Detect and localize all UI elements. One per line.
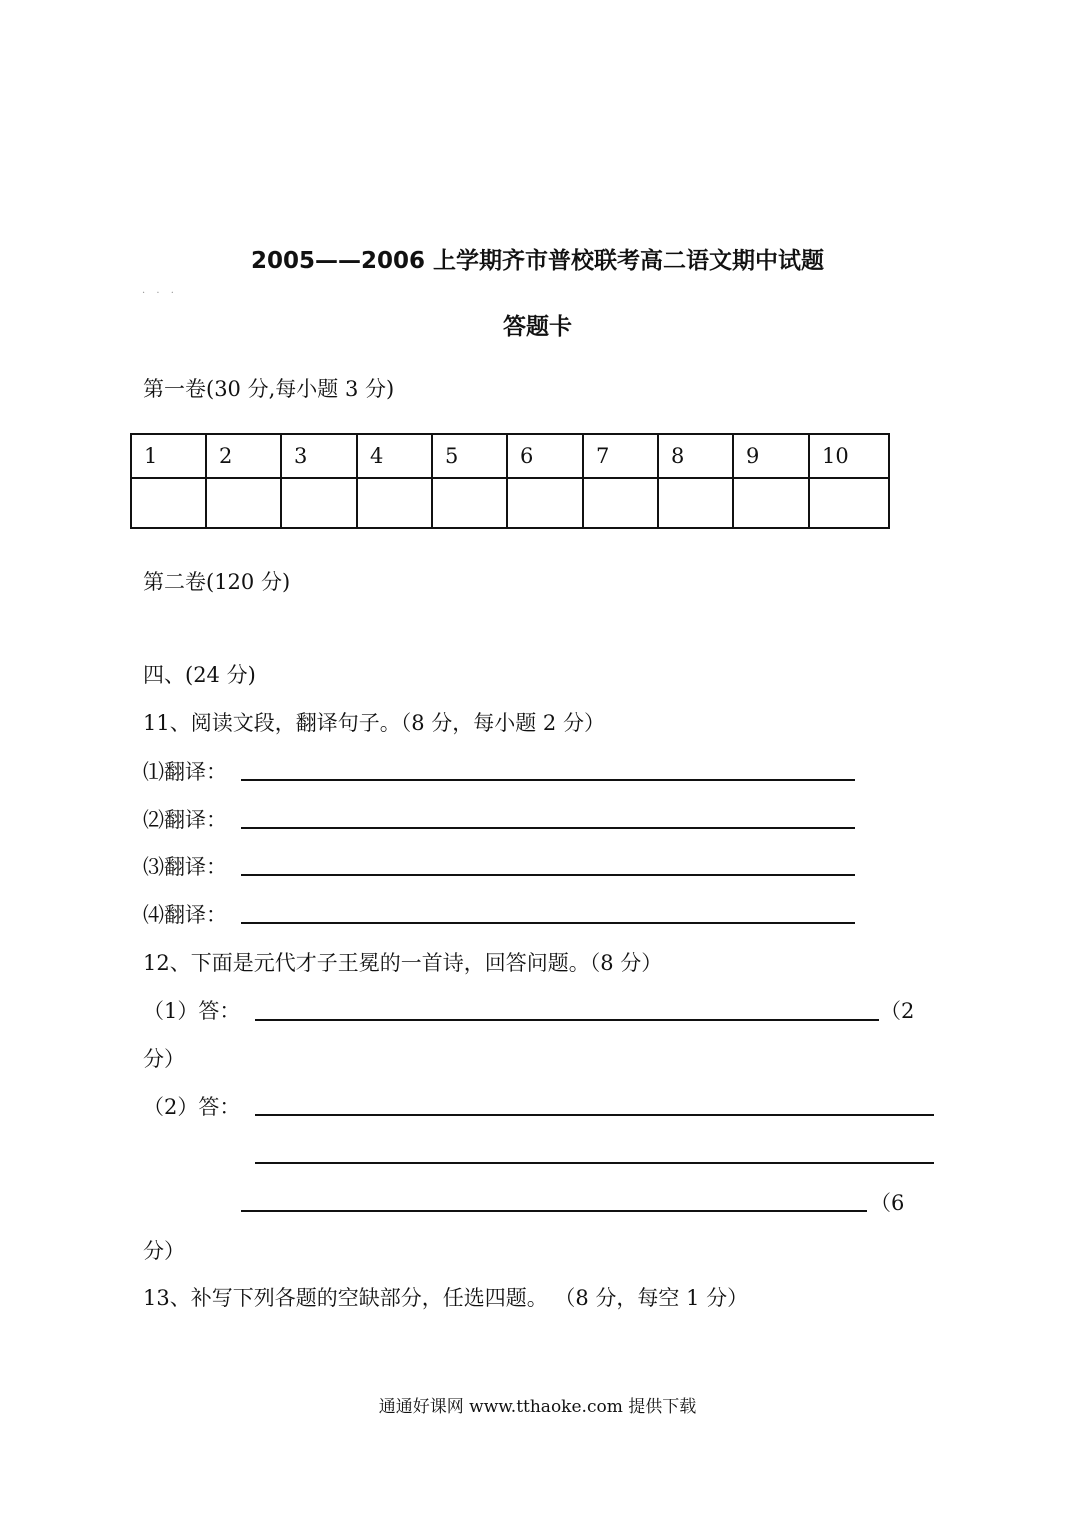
q11-item-1-answer-line[interactable] — [241, 779, 855, 781]
q12-answer-1-score: （2 — [880, 999, 915, 1023]
q11-item-2-answer-line[interactable] — [241, 827, 855, 829]
answer-cell[interactable] — [357, 478, 432, 528]
answer-cell[interactable] — [733, 478, 809, 528]
q12-answer-2-line-3[interactable] — [241, 1210, 867, 1212]
q12-answer-2-score: （6 — [870, 1191, 905, 1215]
q11-item-3-label: ⑶翻译： — [143, 855, 227, 879]
q11-item-4-label: ⑷翻译： — [143, 903, 227, 927]
question-number-cell: 4 — [357, 434, 432, 478]
q12-answer-1-line[interactable] — [255, 1019, 879, 1021]
q12-answer-2-score-cont: 分） — [143, 1239, 185, 1263]
answer-card-title: 答题卡 — [503, 314, 572, 340]
q12-answer-2-line-2[interactable] — [255, 1162, 934, 1164]
footer-text: 通通好课网 www.tthaoke.com 提供下载 — [378, 1397, 697, 1417]
answer-cell[interactable] — [658, 478, 733, 528]
q12-answer-2-line-1[interactable] — [255, 1114, 934, 1116]
part1-heading: 第一卷(30 分,每小题 3 分) — [143, 377, 395, 401]
section4-heading: 四、(24 分) — [143, 663, 256, 687]
answer-cell[interactable] — [206, 478, 281, 528]
q11-item-2-label: ⑵翻译： — [143, 808, 227, 832]
q11-item-1-label: ⑴翻译： — [143, 760, 227, 784]
q13-prompt: 13、补写下列各题的空缺部分，任选四题。 （8 分，每空 1 分） — [143, 1286, 749, 1310]
answer-cell[interactable] — [131, 478, 206, 528]
question-number-cell: 7 — [583, 434, 658, 478]
answer-grid-number-row — [131, 434, 889, 478]
question-number-cell: 2 — [206, 434, 281, 478]
decorative-dots: · · · — [142, 288, 178, 299]
answer-grid — [130, 433, 890, 529]
answer-cell[interactable] — [432, 478, 507, 528]
answer-grid-answer-row — [131, 478, 889, 528]
question-number-cell: 5 — [432, 434, 507, 478]
answer-cell[interactable] — [809, 478, 889, 528]
question-number-cell: 9 — [733, 434, 809, 478]
question-number-cell: 6 — [507, 434, 583, 478]
part2-heading: 第二卷(120 分) — [143, 570, 291, 594]
q12-answer-2-label: （2）答： — [143, 1095, 241, 1119]
q11-item-3-answer-line[interactable] — [241, 874, 855, 876]
q11-item-4-answer-line[interactable] — [241, 922, 855, 924]
q12-answer-1-label: （1）答： — [143, 999, 241, 1023]
q11-prompt: 11、阅读文段，翻译句子。（8 分，每小题 2 分） — [143, 711, 605, 735]
answer-cell[interactable] — [281, 478, 357, 528]
question-number-cell: 8 — [658, 434, 733, 478]
q12-answer-1-score-cont: 分） — [143, 1047, 185, 1071]
q12-prompt: 12、下面是元代才子王冕的一首诗，回答问题。（8 分） — [143, 951, 663, 975]
exam-title: 2005——2006 上学期齐市普校联考高二语文期中试题 — [250, 248, 825, 274]
answer-cell[interactable] — [507, 478, 583, 528]
question-number-cell: 1 — [131, 434, 206, 478]
question-number-cell: 3 — [281, 434, 357, 478]
answer-cell[interactable] — [583, 478, 658, 528]
question-number-cell: 10 — [809, 434, 889, 478]
